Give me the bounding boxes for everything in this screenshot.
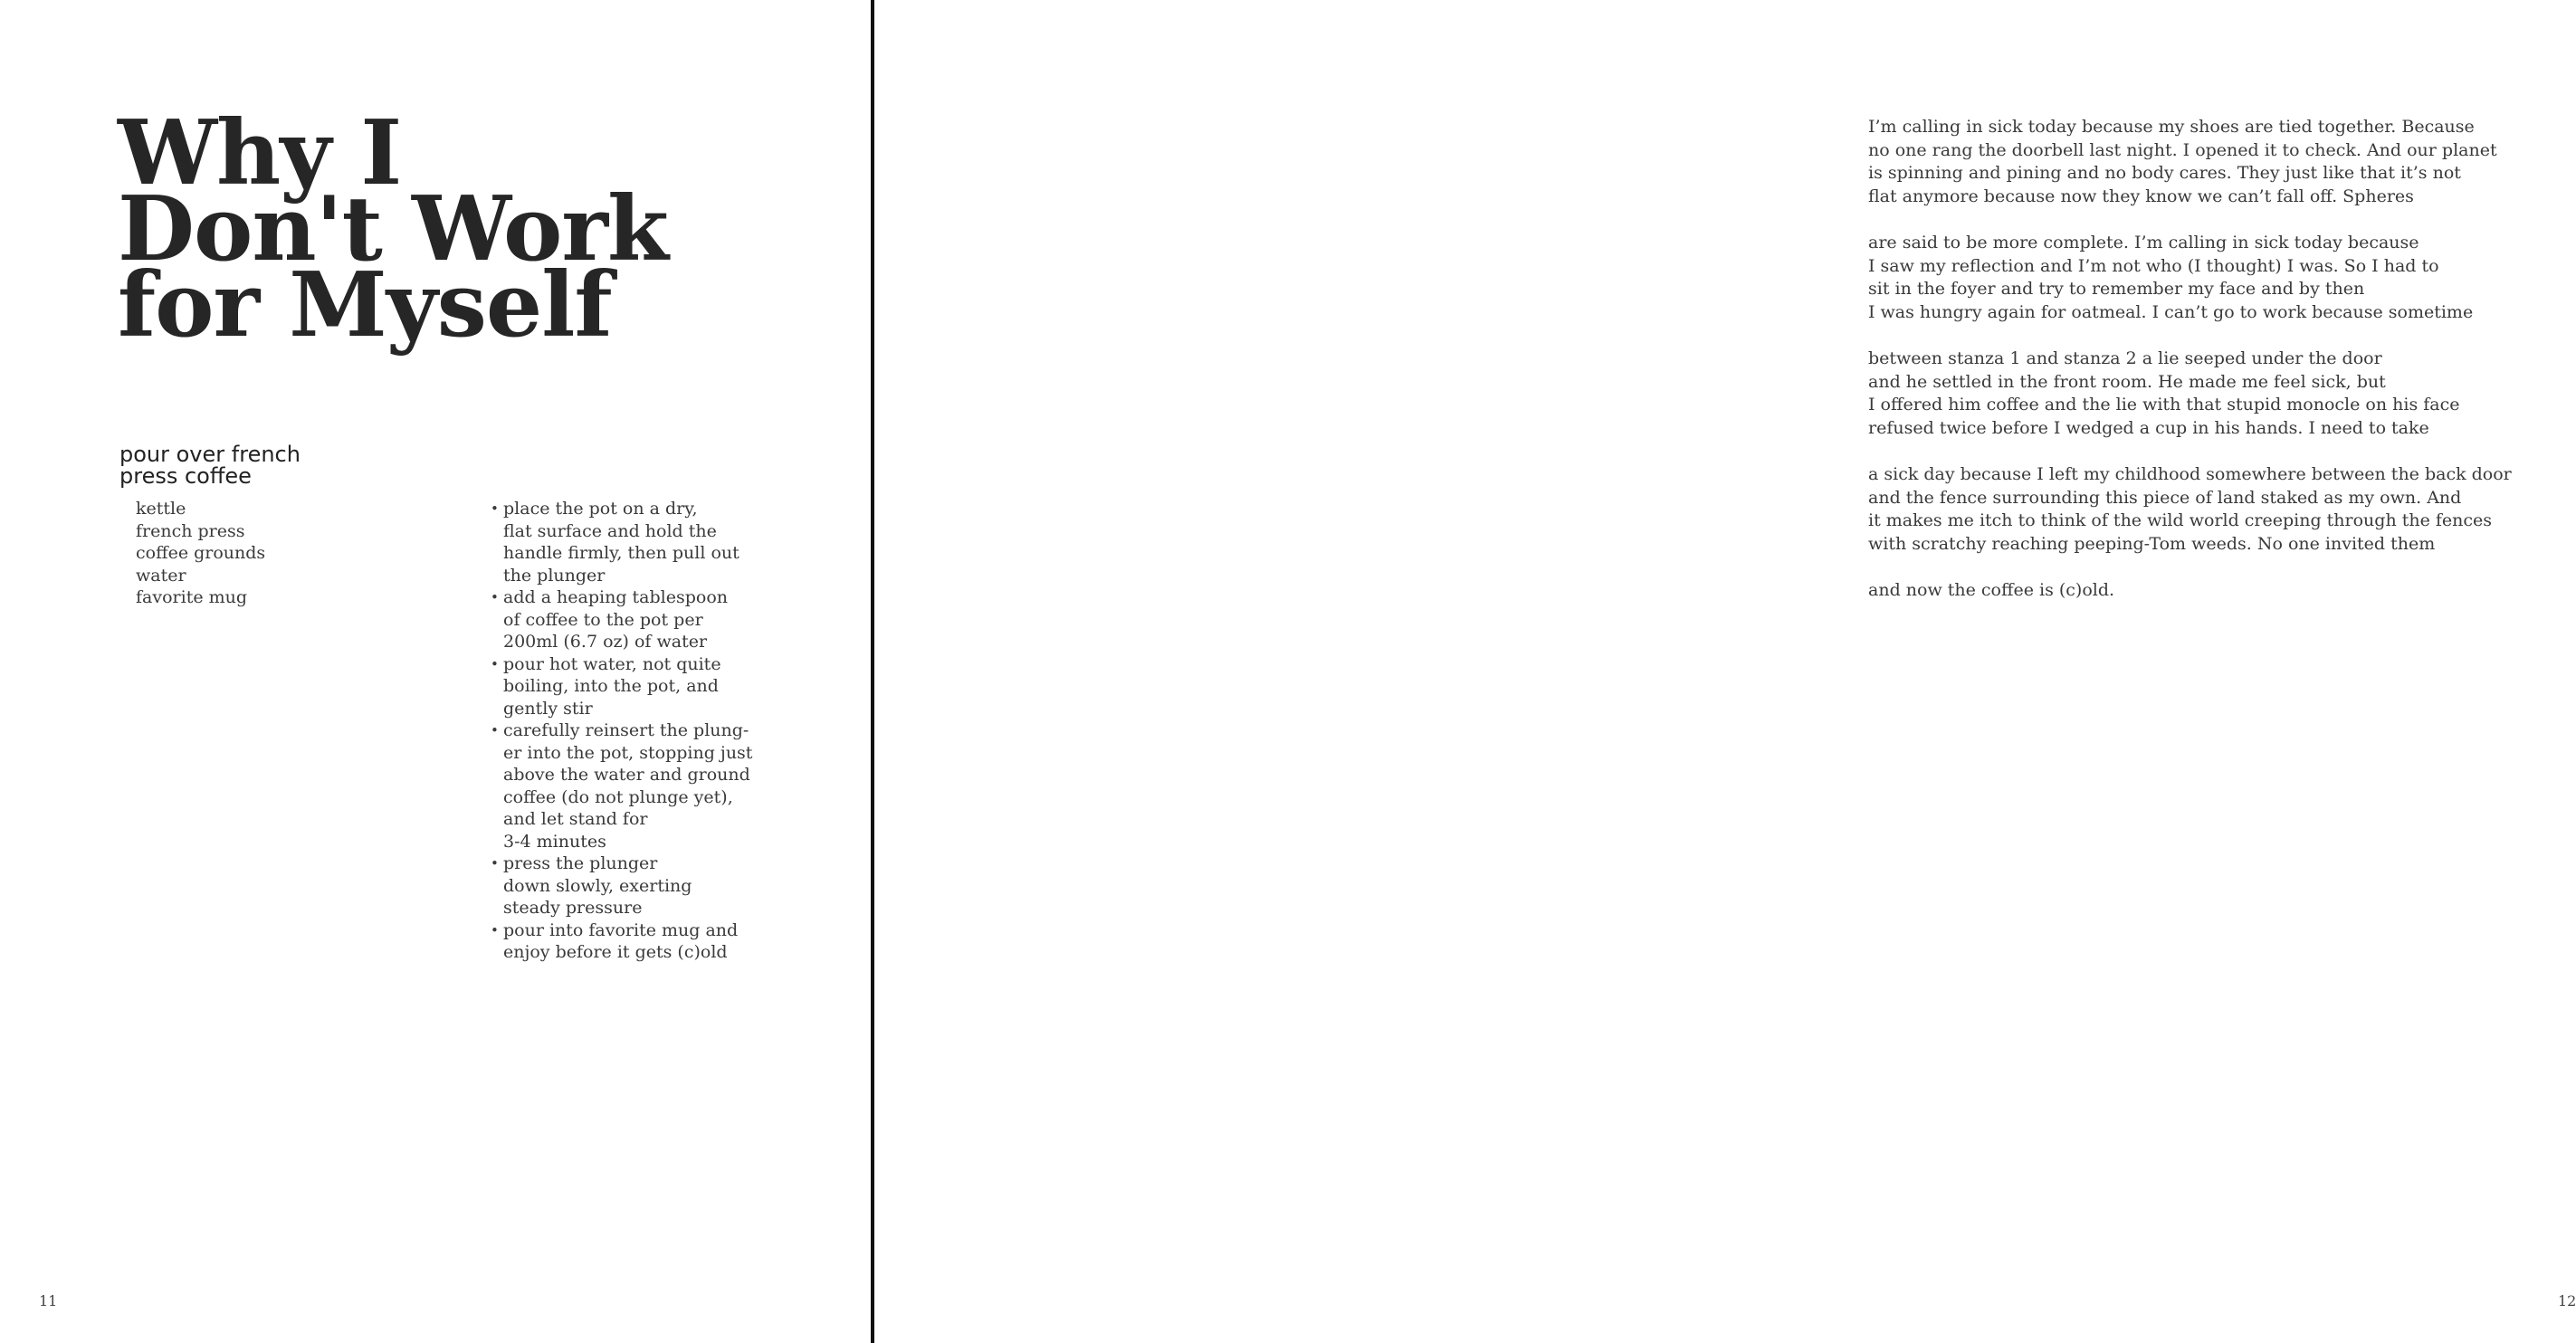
stanza [1868,116,2512,208]
step-item [491,852,780,919]
bullet-icon: • [491,921,499,938]
poem-line: flat anymore because now they know we can’t fall off. Spheres [1868,186,2414,206]
poem-line: I offered him coffee and the lie with that stupid monocle on his face [1868,395,2460,415]
spine-divider [871,0,874,1343]
steps-list [491,498,780,964]
step-line: boiling, into the pot, and [503,676,719,696]
poem-line: is spinning and pining and no body cares. They just like that it’s not [1868,163,2461,184]
step-line: steady pressure [503,898,643,918]
poem-line: it makes me itch to think of the wild world creeping through the fences [1868,510,2493,531]
bullet-icon: • [491,500,499,517]
stanza [1868,232,2512,324]
recipe-title-line: pour over french [119,442,301,467]
step-line: enjoy before it gets (c)old [503,942,728,962]
poem-line: I saw my reflection and I’m not who (I thought) I was. So I had to [1868,255,2439,276]
step-line: er into the pot, stopping just [503,742,753,763]
ingredient-item: kettle [136,499,186,519]
stanza [1868,348,2512,440]
ingredient-item: coffee grounds [136,543,266,563]
stanza [1868,579,2512,603]
step-line: 200ml (6.7 oz) of water [503,632,708,652]
poem-line: sit in the foyer and try to remember my face and by then [1868,279,2365,300]
poem-line: are said to be more complete. I’m calling in sick today because [1868,232,2419,252]
title-line: Why I [118,101,402,205]
step-line: handle firmly, then pull out [503,543,739,563]
step-line: of coffee to the pot per [503,609,703,630]
poem-line: and the fence surrounding this piece of land staked as my own. And [1868,487,2462,508]
ingredient-item: french press [136,520,245,541]
page-number-left: 11 [39,1292,58,1310]
step-line: place the pot on a dry, [503,499,698,519]
left-page [0,0,869,1343]
poem-line: and he settled in the front room. He made me feel sick, but [1868,371,2386,392]
poem-line: I was hungry again for oatmeal. I can’t go to work because sometime [1868,301,2474,322]
step-item [491,498,780,586]
step-line: carefully reinsert the plung- [503,720,749,740]
step-line: down slowly, exerting [503,875,692,896]
step-item [491,719,780,852]
poem-line: I’m calling in sick today because my shoes are tied together. Because [1868,117,2475,137]
page-title [118,101,668,357]
ingredient-item: water [136,565,186,586]
bullet-icon: • [491,722,499,738]
title-line: for Myself [118,253,612,357]
ingredients-list [136,498,265,609]
bullet-icon: • [491,855,499,872]
step-line: coffee (do not plunge yet), [503,786,733,807]
stanza [1868,463,2512,556]
poem-line: between stanza 1 and stanza 2 a lie seeped under the door [1868,348,2382,368]
step-item [491,586,780,653]
page-number-right: 12 [2558,1292,2576,1310]
bullet-icon: • [491,589,499,605]
step-line: the plunger [503,565,606,586]
bullet-icon: • [491,655,499,672]
step-line: press the plunger [503,853,658,873]
step-line: 3-4 minutes [503,831,606,852]
step-line: pour hot water, not quite [503,653,721,674]
step-line: and let stand for [503,809,648,829]
title-line: Don't Work [118,177,668,281]
step-line: gently stir [503,698,593,719]
step-line: add a heaping tablespoon [503,587,729,607]
poem-line: with scratchy reaching peeping-Tom weeds. No one invited them [1868,533,2436,554]
step-item [491,919,780,964]
poem [1868,116,2512,625]
step-line: pour into favorite mug and [503,919,739,940]
poem-line: no one rang the doorbell last night. I opened it to check. And our planet [1868,139,2497,160]
right-page [878,0,2576,1343]
step-line: flat surface and hold the [503,520,717,541]
recipe-title-line: press coffee [119,463,252,489]
poem-line: a sick day because I left my childhood somewhere between the back door [1868,463,2512,484]
step-item [491,653,780,720]
poem-line: and now the coffee is (c)old. [1868,579,2115,600]
step-line: above the water and ground [503,765,750,785]
ingredient-item: favorite mug [136,587,248,607]
poem-line: refused twice before I wedged a cup in his hands. I need to take [1868,417,2429,438]
recipe-title [119,443,301,487]
